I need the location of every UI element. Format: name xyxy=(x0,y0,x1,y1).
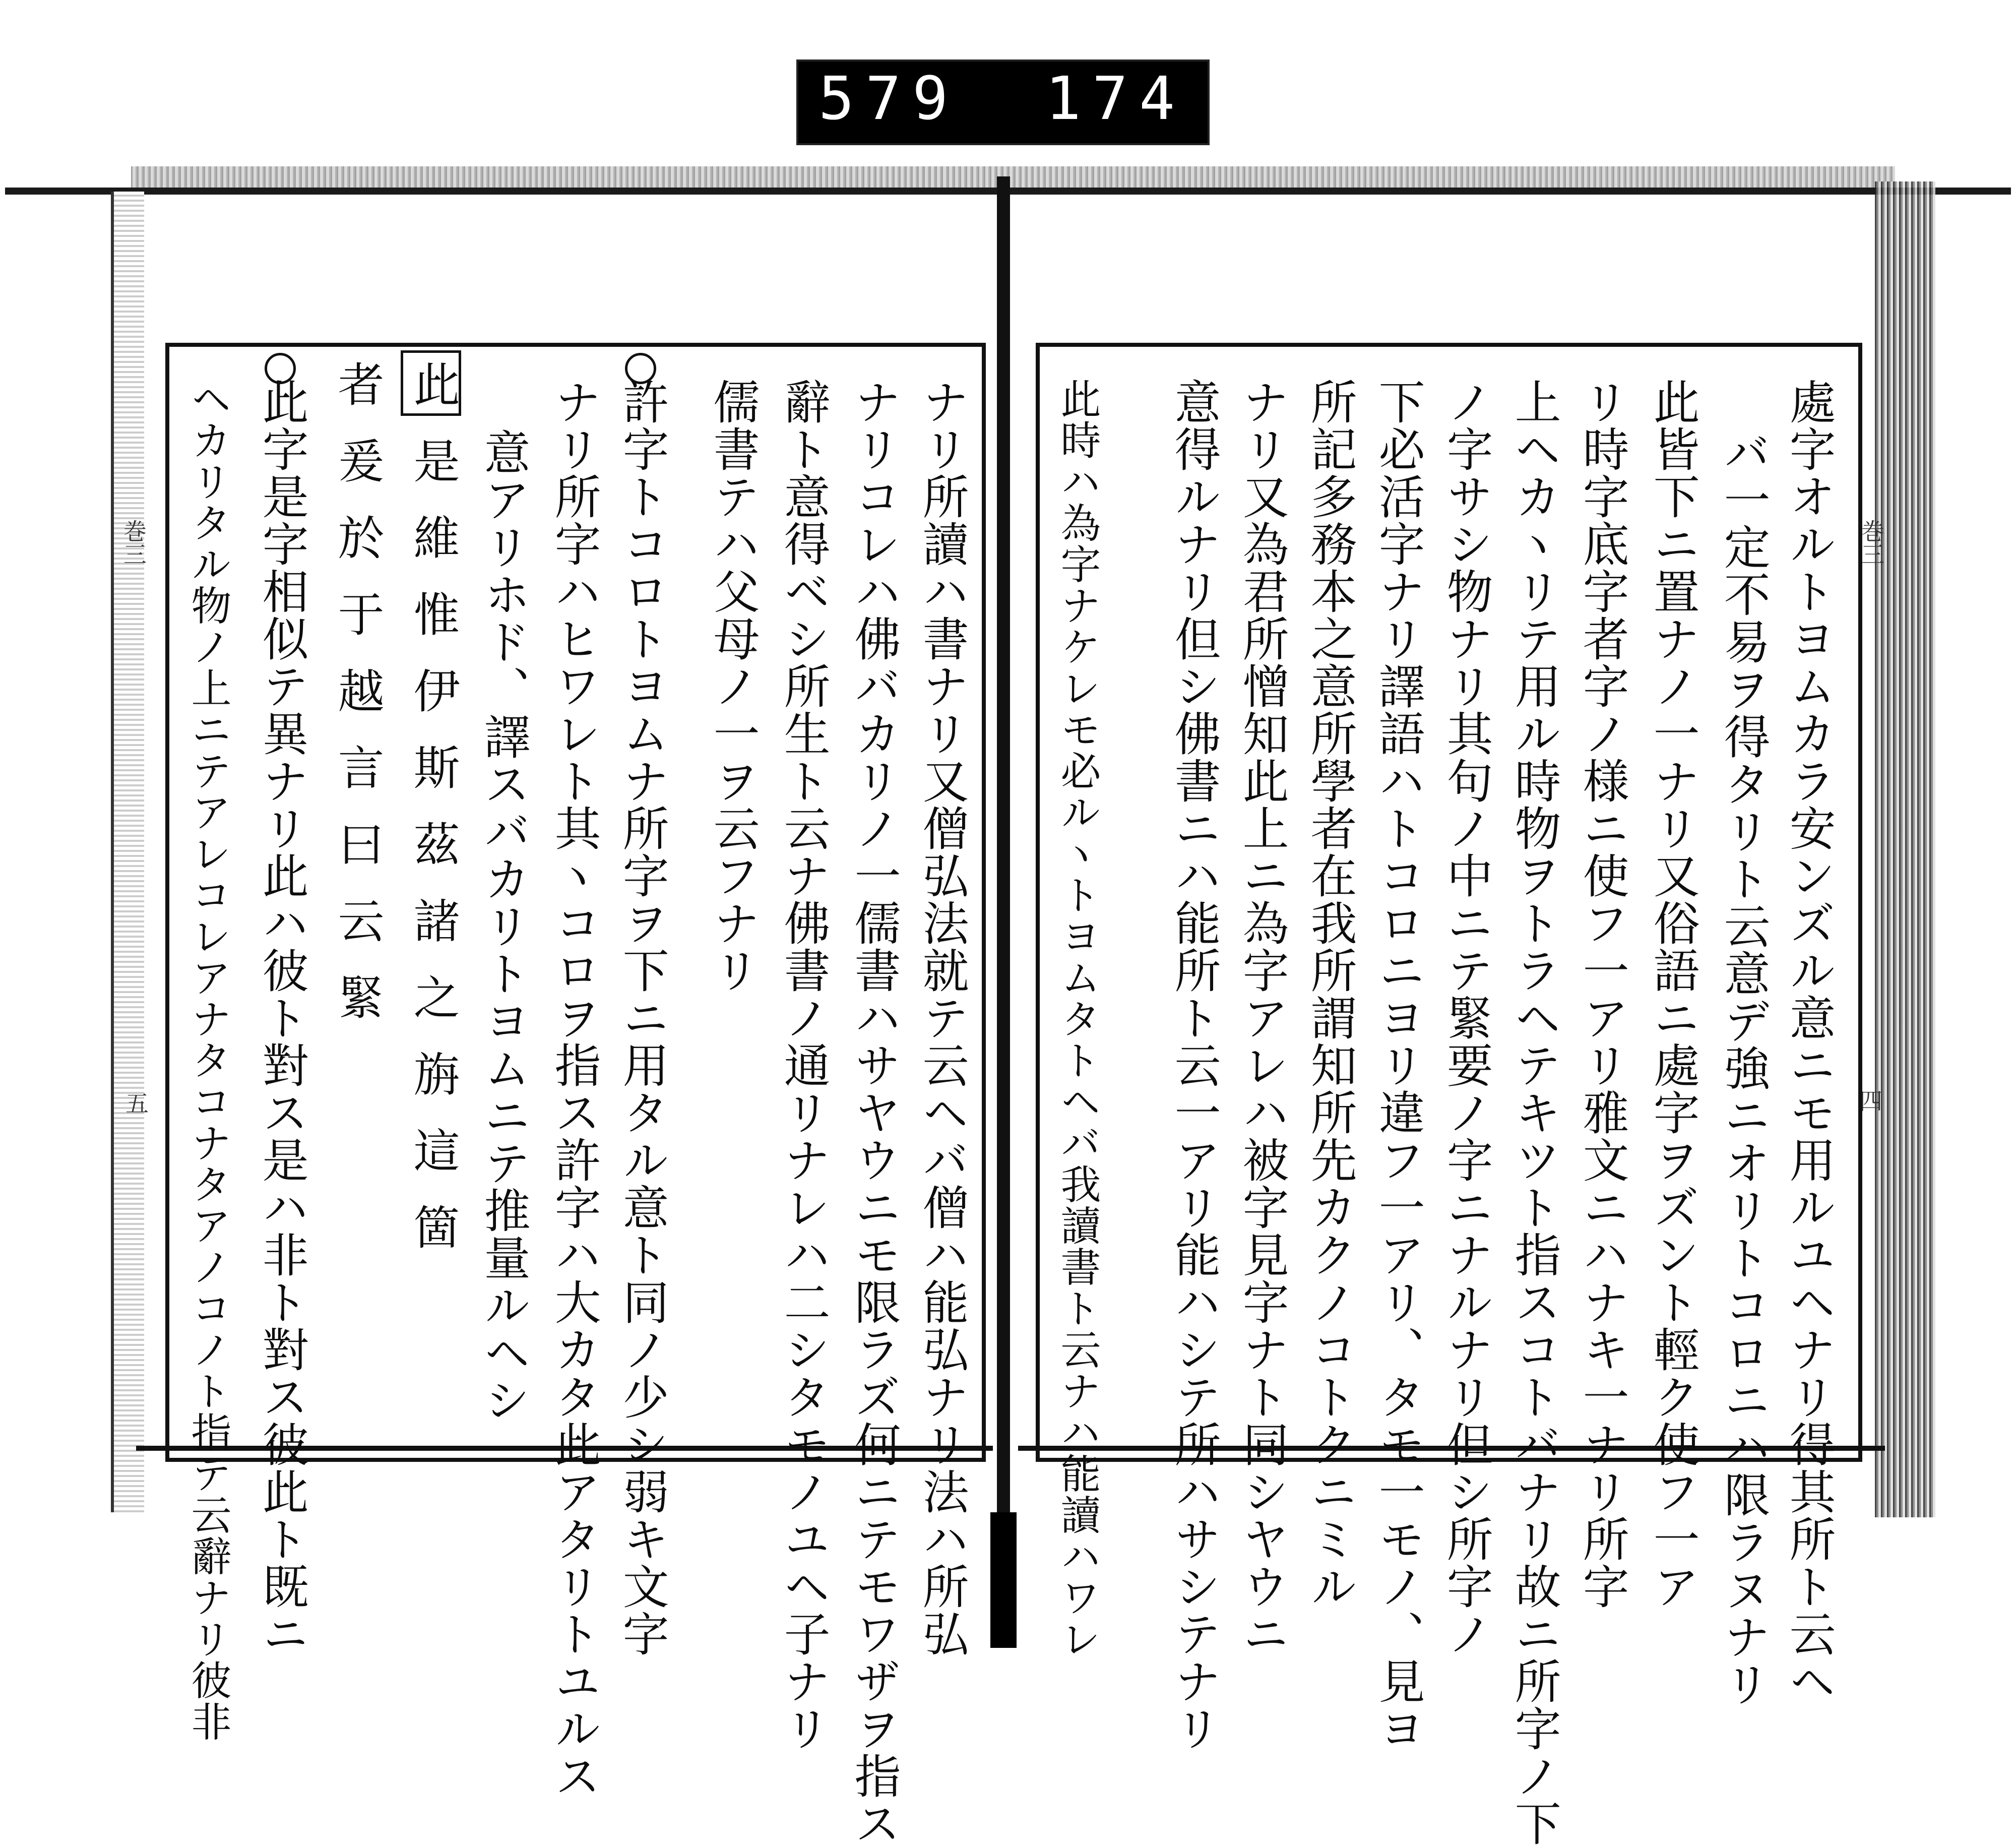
left-page-column: ナリコレハ佛バカリノ一儒書ハサヤウニモ限ラズ何ニテモワザヲ指ス xyxy=(847,378,901,1847)
frame-number-right: 174 xyxy=(1045,64,1186,133)
left-page-column: 者爰於于越言曰云緊 xyxy=(330,360,385,1050)
right-page-column: 上ヘカヽリテ用ル時物ヲトラヘテキツト指スコトバナリ故ニ所字ノ下 xyxy=(1507,378,1561,1847)
right-page-column: 處字オルトヨムカラ安ンズル意ニモ用ルユヘナリ得其所ト云ヘ xyxy=(1782,378,1836,1705)
right-page-column: ナリ又為君所憎知此上ニ為字アレハ被字見字ナト同シヤウニ xyxy=(1235,378,1289,1657)
left-page-column: 此是維惟伊斯茲諸之旃這箇 xyxy=(406,360,460,1280)
left-page-column: ヘカリタル物ノ上ニテアレコレアナタコナタアノコノト指テ云辭ナリ彼非 xyxy=(184,378,231,1742)
microfilm-frame-number xyxy=(796,59,1210,145)
book-left-edge xyxy=(111,192,144,1512)
right-page-column: 下必活字ナリ譯語ハトコロニヨリ違フ一アリ、タモ一モノ、見ヨ xyxy=(1371,378,1425,1752)
left-page-column: 意アリホド、譯スバカリトヨムニテ推量ルヘシ xyxy=(476,428,531,1424)
left-page-column: 儒書テハ父母ノ一ヲ云フナリ xyxy=(706,378,760,994)
running-head-left-title: 巻三 xyxy=(120,519,147,566)
book-gutter xyxy=(997,176,1010,1648)
right-page-column: リ時字底字者字ノ様ニ使フ一アリ雅文ニハナキ一ナリ所字 xyxy=(1575,378,1629,1610)
running-head-right-title: 巻三 xyxy=(1858,519,1885,566)
book-right-edge xyxy=(1875,181,1935,1517)
left-page-column: 許字トコロトヨムナ所字ヲ下ニ用タル意ト同ノ少シ弱キ文字 xyxy=(615,378,669,1657)
frame-number-left: 579 xyxy=(818,64,960,133)
right-page-column: 意得ルナリ但シ佛書ニハ能所ト云一アリ能ハシテ所ハサシテナリ xyxy=(1167,378,1221,1752)
running-head-left-folio: 五 xyxy=(122,1091,149,1115)
right-page-column: 此時ハ為字ナケレモ必ルヽトヨムタトヘバ我讀書ト云ナハ能讀ハワレ xyxy=(1054,378,1101,1659)
running-head-right-folio: 四 xyxy=(1856,1089,1883,1112)
left-page-column: 辭ト意得ベシ所生ト云ナ佛書ノ通リナレハ二シタモノユヘ子ナリ xyxy=(776,378,831,1752)
right-page-column: バ一定不易ヲ得タリト云意デ強ニオリトコロニハ限ラヌナリ xyxy=(1716,428,1771,1708)
right-page-column: 此皆下ニ置ナノ一ナリ又俗語ニ處字ヲズント輕ク使フ一ア xyxy=(1646,378,1700,1610)
left-page-column: ナリ所讀ハ書ナリ又僧弘法就テ云ヘバ僧ハ能弘ナリ法ハ所弘 xyxy=(915,378,969,1657)
right-page-column: 所記多務本之意所學者在我所謂知所先カクノコトクニミル xyxy=(1303,378,1357,1610)
left-page-column: ナリ所字ハヒワレト其ヽコロヲ指ス許字ハ大カタ此アタリトユルス xyxy=(547,378,601,1800)
gutter-binding xyxy=(990,1512,1017,1648)
right-page-column: ノ字サシ物ナリ其句ノ中ニテ緊要ノ字ニナルナリ但シ所字ノ xyxy=(1439,378,1493,1657)
left-page-column: 此字是字相似テ異ナリ此ハ彼ト對ス是ハ非ト對ス彼此ト既ニ xyxy=(255,378,309,1657)
